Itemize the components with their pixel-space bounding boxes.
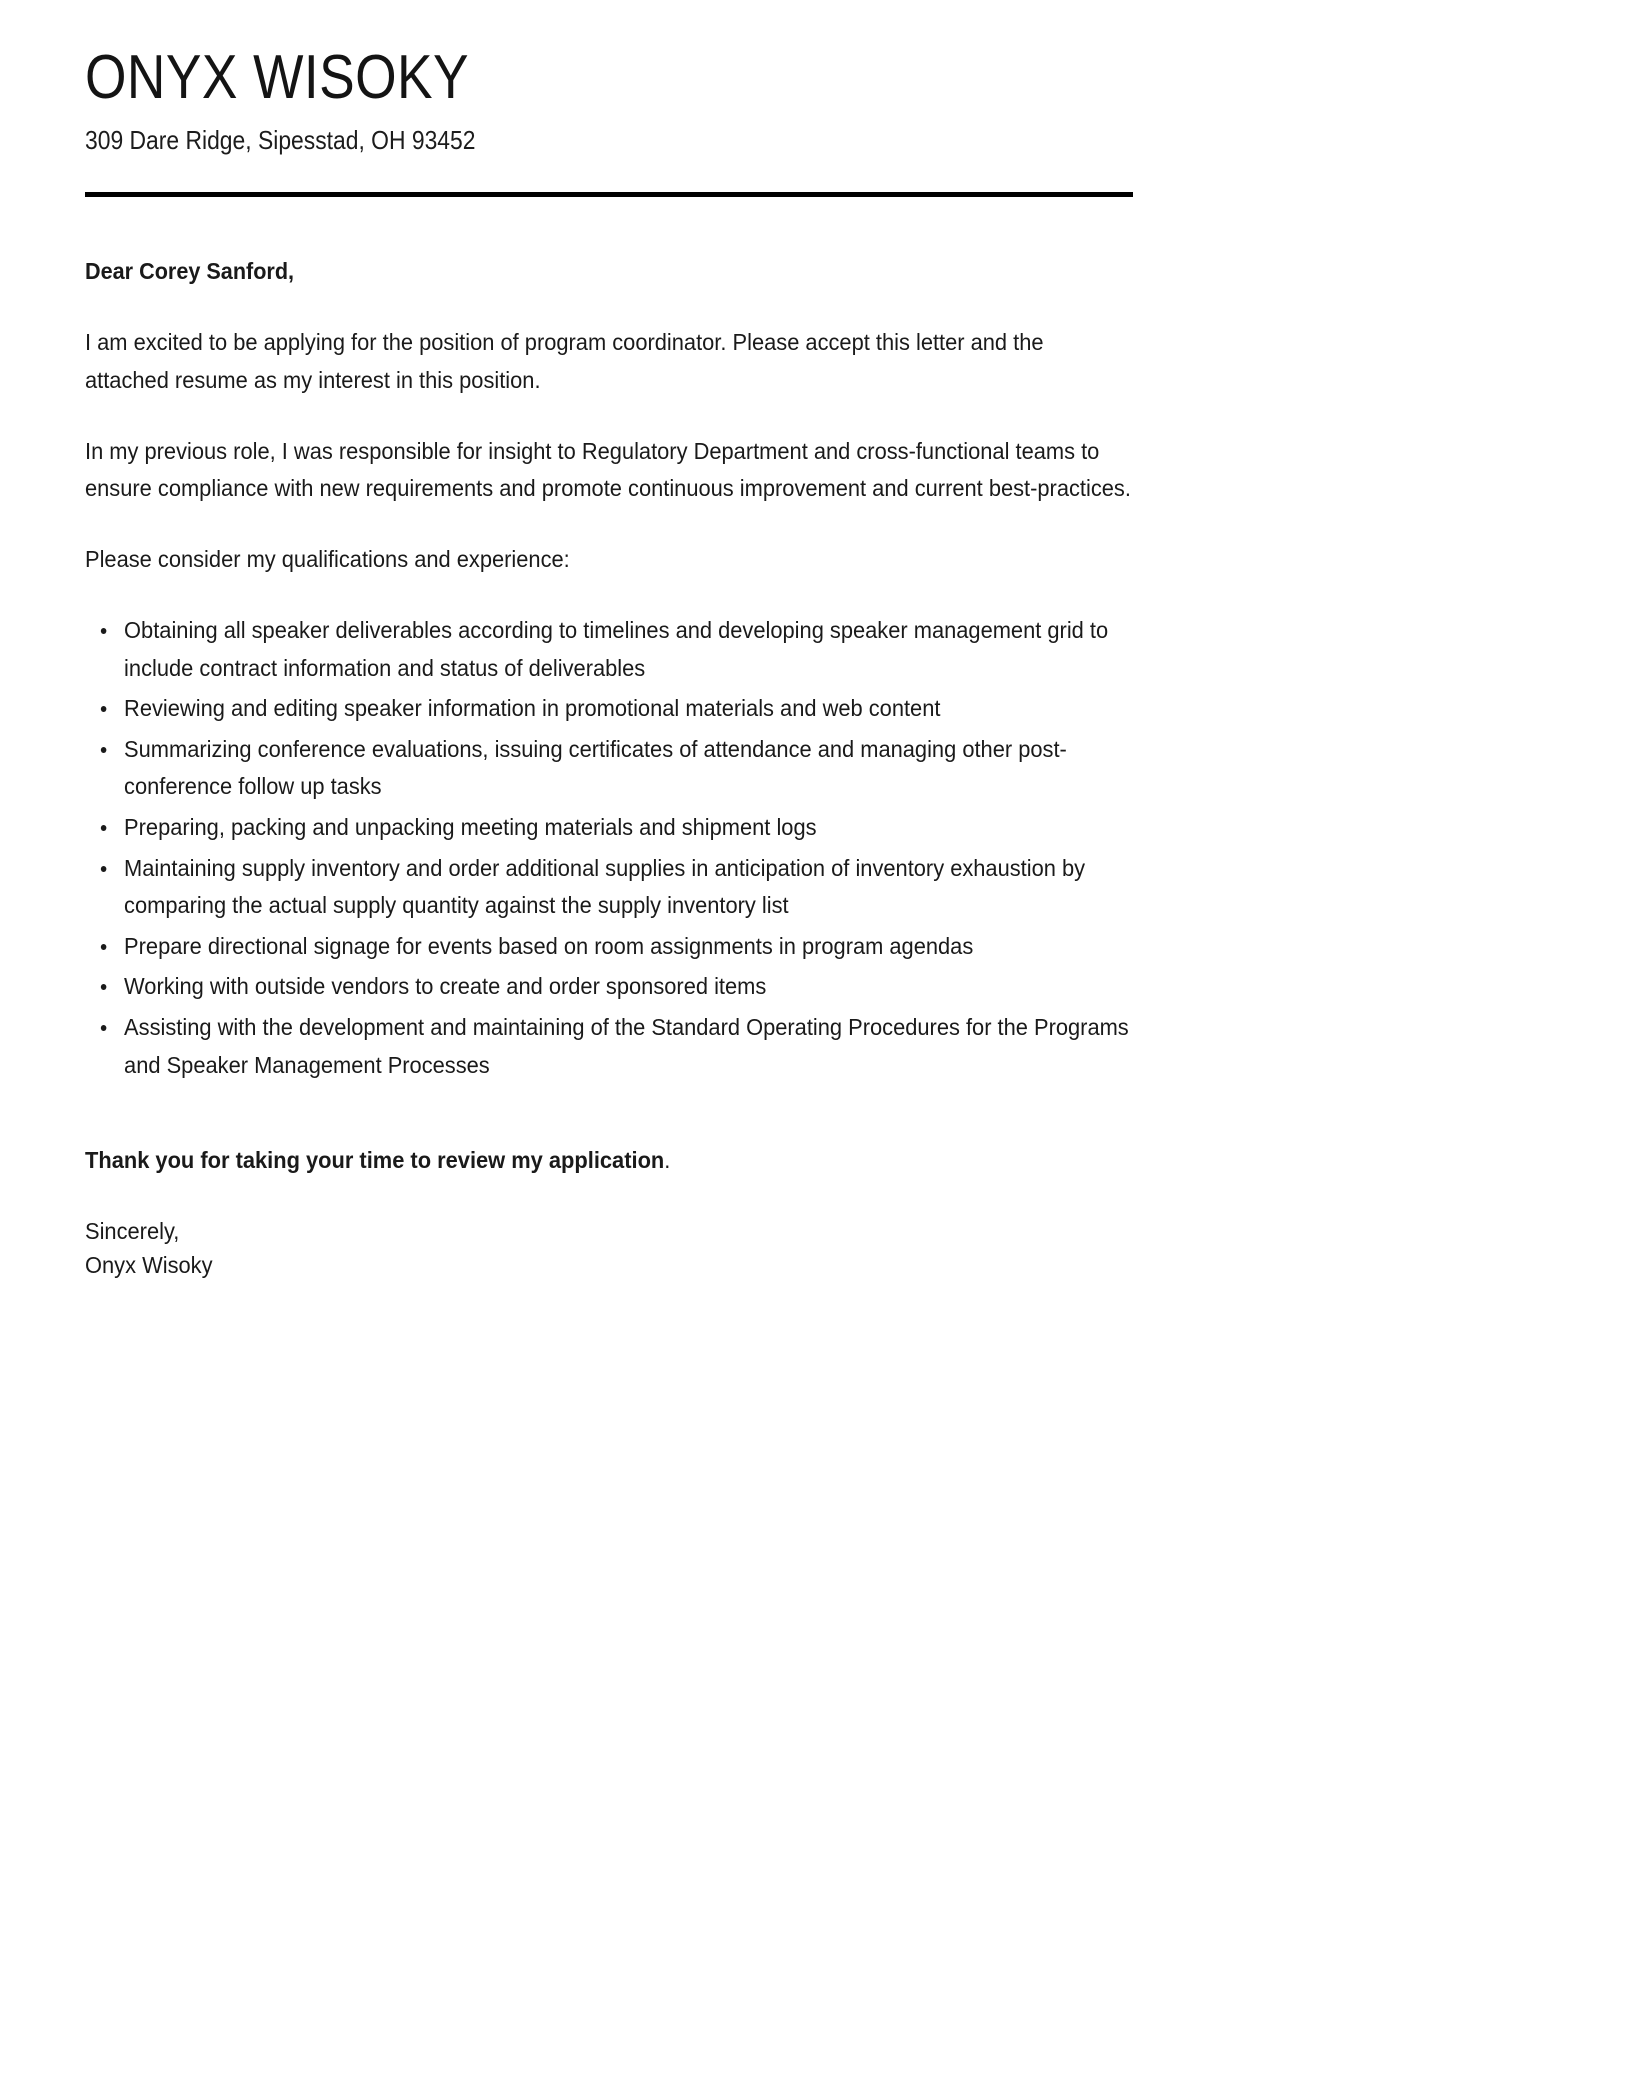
list-item: Working with outside vendors to create and order sponsored items	[85, 968, 1132, 1006]
paragraph-qualifications-lead: Please consider my qualifications and experience:	[85, 545, 570, 572]
letter-body	[85, 253, 1133, 1282]
list-item: Maintaining supply inventory and order additional supplies in anticipation of inventory exhaustion by comparing the actual supply quantity against the supply inventory list	[85, 850, 1132, 925]
signoff-line: Sincerely,	[85, 1218, 180, 1245]
signature-block	[85, 1215, 1060, 1282]
qualifications-list	[85, 612, 1132, 1084]
list-item: Reviewing and editing speaker information in promotional materials and web content	[85, 690, 1132, 728]
header-divider	[85, 192, 1133, 197]
letter-container	[85, 0, 1133, 1282]
list-item: Preparing, packing and unpacking meeting materials and shipment logs	[85, 809, 1132, 847]
applicant-name: ONYX WISOKY	[85, 43, 469, 112]
paragraph-experience: In my previous role, I was responsible for insight to Regulatory Department and cross-functional teams to ensure compliance with new requirements and promote continuous improvement and current best-practices.	[85, 437, 1131, 501]
closing-statement-text: Thank you for taking your time to review my application	[85, 1147, 665, 1174]
letter-header	[85, 0, 1133, 158]
list-item: Obtaining all speaker deliverables according to timelines and developing speaker management grid to include contract information and status of deliverables	[85, 612, 1132, 687]
closing-statement	[85, 1142, 1060, 1179]
salutation: Dear Corey Sanford,	[85, 258, 295, 285]
signature-name: Onyx Wisoky	[85, 1251, 213, 1278]
list-item: Prepare directional signage for events based on room assignments in program agendas	[85, 928, 1132, 966]
list-item: Summarizing conference evaluations, issuing certificates of attendance and managing other post-conference follow up tasks	[85, 731, 1132, 806]
closing-statement-period: .	[664, 1147, 671, 1174]
paragraph-intro: I am excited to be applying for the position of program coordinator. Please accept this letter and the attached resume as my interest in this position.	[85, 329, 1044, 393]
list-item: Assisting with the development and maintaining of the Standard Operating Procedures for the Programs and Speaker Management Processes	[85, 1009, 1132, 1084]
applicant-address: 309 Dare Ridge, Sipesstad, OH 93452	[85, 125, 476, 156]
